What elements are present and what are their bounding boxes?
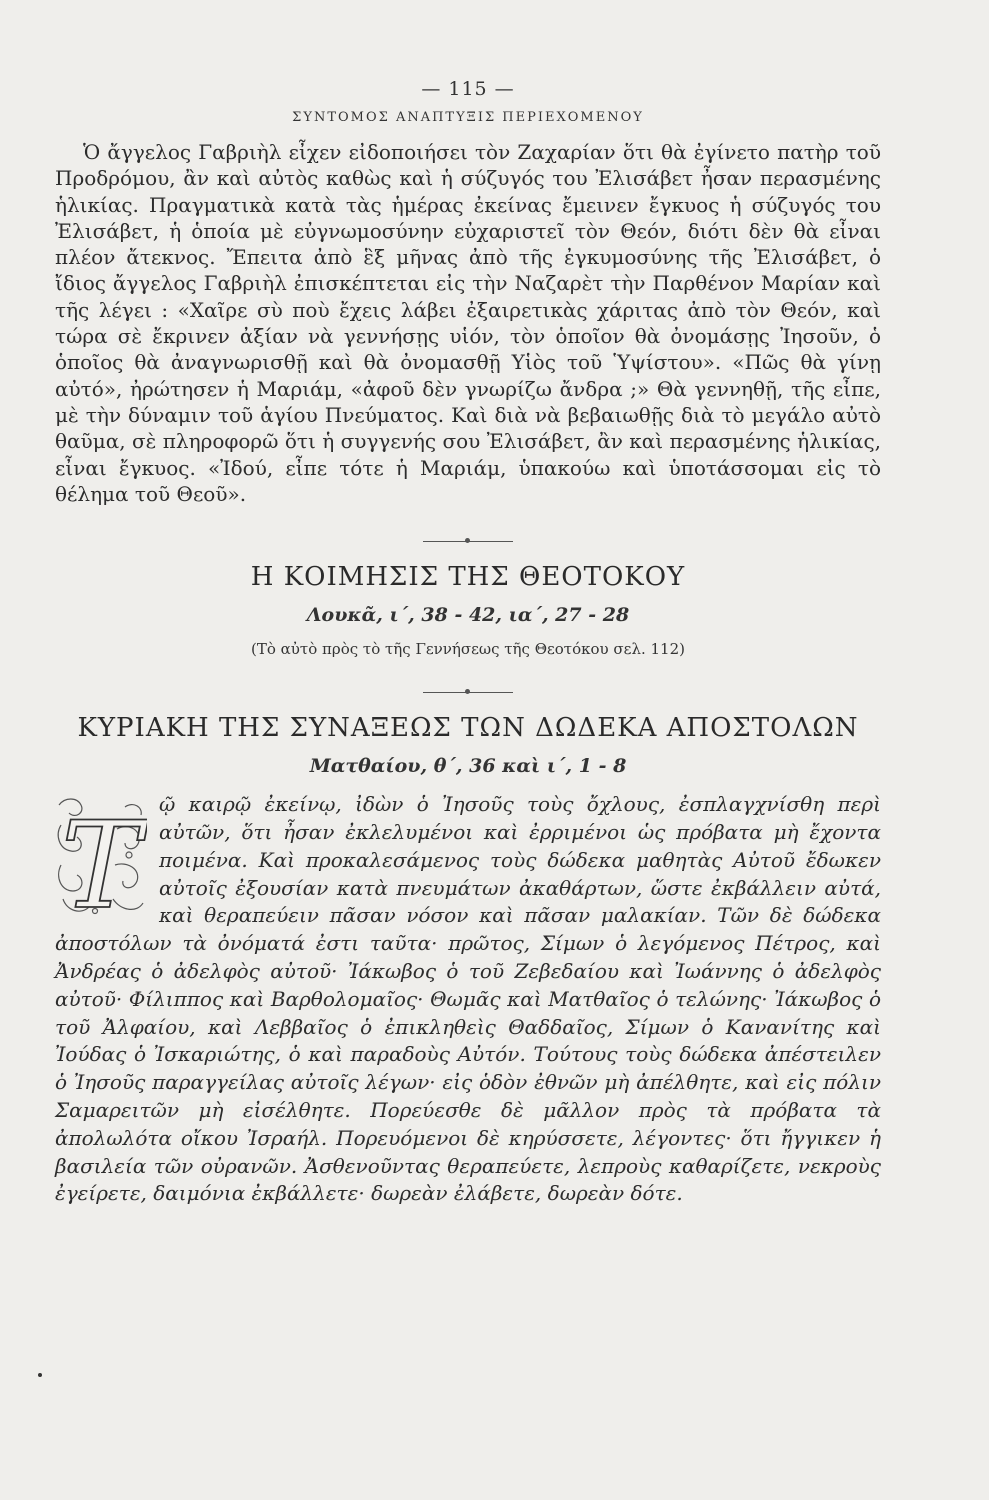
dormition-note: (Τὸ αὐτὸ πρὸς τὸ τῆς Γεννήσεως τῆς Θεοτόκου σελ. 112) [251, 640, 685, 659]
gospel-text: ῷ καιρῷ ἐκείνῳ, ἰδὼν ὁ Ἰησοῦς τοὺς ὄχλους, ἐσπλαγχνίσθη περὶ αὐτῶν, ὅτι ἦσαν ἐκλελυμένοι καὶ ἐρριμένοι ὡς πρόβατα μὴ ἔχοντα ποιμένα. Καὶ προκαλεσάμενος τοὺς δώδεκα μαθητὰς Αὐτοῦ ἔδωκεν αὐτοῖς ἐξουσίαν κατὰ πνευμάτων ἀκαθάρτων, ὥστε ἐκβάλλειν αὐτά, καὶ θεραπεύειν πᾶσαν νόσον καὶ πᾶσαν μαλακίαν. Τῶν δὲ δώδεκα ἀποστόλων τὰ ὀνόματά ἐστι ταῦτα· πρῶτος, Σίμων ὁ λεγόμενος Πέτρος, καὶ Ἀνδρέας ὁ ἀδελφὸς αὐτοῦ· Ἰάκωβος ὁ τοῦ Ζεβεδαίου καὶ Ἰωάννης ὁ ἀδελφὸς αὐτοῦ· Φίλιππος καὶ Βαρθολομαῖος· Θωμᾶς καὶ Ματθαῖος ὁ τελώνης· Ἰάκωβος ὁ τοῦ Ἀλφαίου, καὶ Λεββαῖος ὁ ἐπικληθεὶς Θαδδαῖος, Σίμων ὁ Κανανίτης καὶ Ἰούδας ὁ Ἰσκαριώτης, ὁ καὶ παραδοὺς Αὐτόν. Τούτους τοὺς δώδεκα ἀπέστειλεν ὁ Ἰησοῦς παραγγείλας αὐτοῖς λέγων· εἰς ὁδὸν ἐθνῶν μὴ ἀπέλθητε, καὶ εἰς πόλιν Σαμαρειτῶν μὴ εἰσέλθητε. Πορεύεσθε δὲ μᾶλλον πρὸς τὰ πρόβατα τὰ ἀπολωλότα οἴκου Ἰσραήλ. Πορευόμενοι δὲ κηρύσσετε, λέγοντες· ὅτι ἤγγικεν ἡ βασιλεία τῶν οὐρανῶν. Ἀσθενοῦντας θεραπεύετε, λεπροὺς καθαρίζετε, νεκροὺς ἐγείρετε, δαιμόνια ἐκβάλλετε· δωρεὰν ἐλάβετε, δωρεὰν δότε. [55, 792, 881, 1206]
gospel-reading [55, 791, 881, 1208]
section-divider [423, 692, 513, 693]
ornamental-dropcap-icon [55, 795, 147, 919]
divider-dot [465, 538, 470, 543]
apostles-reference: Ματθαίου, θ΄, 36 καὶ ι΄, 1 - 8 [309, 755, 627, 778]
margin-dot [38, 1373, 42, 1377]
apostles-title: ΚΥΡΙΑΚΗ ΤΗΣ ΣΥΝΑΞΕΩΣ ΤΩΝ ΔΩΔΕΚΑ ΑΠΟΣΤΟΛΩΝ [77, 713, 859, 744]
summary-heading: ΣΥΝΤΟΜΟΣ ΑΝΑΠΤΥΞΙΣ ΠΕΡΙΕΧΟΜΕΝΟΥ [292, 110, 644, 125]
dormition-reference: Λουκᾶ, ι΄, 38 - 42, ια΄, 27 - 28 [306, 604, 630, 627]
divider-dot [465, 689, 470, 694]
section-divider [423, 541, 513, 542]
book-page [55, 78, 881, 1208]
dropcap-letter: Τ [60, 797, 142, 920]
page-number: — 115 — [421, 78, 515, 100]
dormition-title: Η ΚΟΙΜΗΣΙΣ ΤΗΣ ΘΕΟΤΟΚΟΥ [250, 562, 686, 593]
summary-paragraph: Ὁ ἄγγελος Γαβριὴλ εἶχεν εἰδοποιήσει τὸν Ζαχαρίαν ὅτι θὰ ἐγίνετο πατὴρ τοῦ Προδρόμου, ἂν καὶ αὐτὸς καθὼς καὶ ἡ σύζυγός του Ἐλισάβετ ἦσαν περασμένης ἡλικίας. Πραγματικὰ κατὰ τὰς ἡμέρας ἐκείνας ἔμεινεν ἔγκυος ἡ σύζυγός του Ἐλισάβετ, ἡ ὁποία μὲ εὐγνωμοσύνην εὐχαριστεῖ τὸν Θεόν, διότι δὲν θὰ εἶναι πλέον ἄτεκνος. Ἔπειτα ἀπὸ ἓξ μῆνας ἀπὸ τῆς ἐγκυμοσύνης τῆς Ἐλισάβετ, ὁ ἴδιος ἄγγελος Γαβριὴλ ἐπισκέπτεται εἰς τὴν Ναζαρὲτ τὴν Παρθένον Μαρίαν καὶ τῆς λέγει : «Χαῖρε σὺ ποὺ ἔχεις λάβει ἐξαιρετικὰς χάριτας ἀπὸ τὸν Θεόν, καὶ τώρα σὲ ἔκρινεν ἀξίαν νὰ γεννήσῃς υἱόν, τὸν ὁποῖον θὰ ὀνομάσῃς Ἰησοῦν, ὁ ὁποῖος θὰ ἀναγνωρισθῇ καὶ θὰ ὀνομασθῇ Υἱὸς τοῦ Ὑψίστου». «Πῶς θὰ γίνῃ αὐτό», ἠρώτησεν ἡ Μαριάμ, «ἀφοῦ δὲν γνωρίζω ἄνδρα ;» Θὰ γεννηθῇ, τῆς εἶπε, μὲ τὴν δύναμιν τοῦ ἁγίου Πνεύματος. Καὶ διὰ νὰ βεβαιωθῇς διὰ τὸ μεγάλο αὐτὸ θαῦμα, σὲ πληροφορῶ ὅτι ἡ συγγενής σου Ἐλισάβετ, ἂν καὶ περασμένης ἡλικίας, εἶναι ἔγκυος. «Ἰδού, εἶπε τότε ἡ Μαριάμ, ὑπακούω καὶ ὑποτάσσομαι εἰς τὸ θέλημα τοῦ Θεοῦ». [55, 140, 881, 506]
